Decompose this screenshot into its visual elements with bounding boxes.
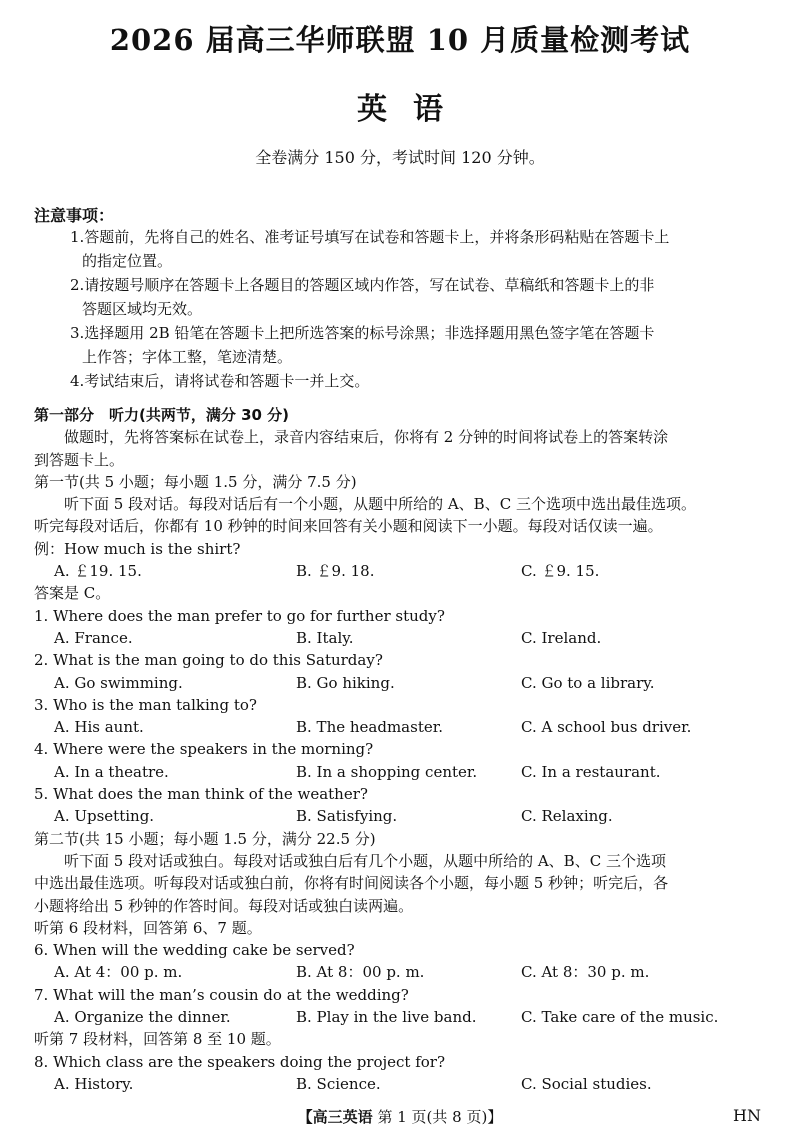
option-b: B. Science. (296, 1074, 381, 1093)
page-footer (0, 1106, 800, 1127)
part1-intro: 做题时，先将答案标在试卷上，录音内容结束后，你将有 2 分钟的时间将试卷上的答案转涂 (64, 428, 669, 447)
option-a: A. His aunt. (54, 718, 144, 737)
section1-heading: 第一节(共 5 小题；每小题 1.5 分，满分 7.5 分) (34, 472, 357, 491)
question-1: 1. Where does the man prefer to go for further study? (34, 606, 445, 625)
option-a: A. Go swimming. (54, 673, 183, 692)
question-2: 2. What is the man going to do this Saturday? (34, 651, 383, 670)
footer-label: 【高三英语 (297, 1108, 373, 1126)
notice-item (70, 369, 770, 393)
section2-instruction: 小题将给出 5 秒钟的作答时间。每段对话或独白读两遍。 (34, 896, 414, 915)
question-3: 3. Who is the man talking to? (34, 695, 257, 714)
notice-line: 1.答题前，先将自己的姓名、准考证号填写在试卷和答题卡上，并将条形码粘贴在答题卡上 (70, 228, 670, 246)
option-b: B. Play in the live band. (296, 1008, 477, 1027)
option-b: B. At 8：00 p. m. (296, 963, 425, 982)
option-b: B. In a shopping center. (296, 762, 478, 781)
option-b: B. Go hiking. (296, 673, 395, 692)
section1-instruction: 听下面 5 段对话。每段对话后有一个小题，从题中所给的 A、B、C 三个选项中选出最佳选项。 (64, 495, 696, 514)
score-info: 全卷满分 150 分，考试时间 120 分钟。 (255, 148, 545, 167)
option-c: C. ￡9. 15. (521, 562, 600, 581)
option-a: A. Organize the dinner. (54, 1008, 231, 1027)
material-7-label: 听第 7 段材料，回答第 8 至 10 题。 (34, 1030, 281, 1049)
question-1-options (34, 627, 774, 649)
notice-item (70, 321, 770, 369)
question-4-options (34, 761, 774, 783)
notice-line: 上作答；字体工整，笔迹清楚。 (82, 348, 293, 366)
question-7-options (34, 1006, 774, 1028)
question-5: 5. What does the man think of the weather? (34, 785, 368, 804)
question-6-options (34, 961, 774, 983)
option-c: C. Social studies. (521, 1074, 652, 1093)
notice-line: 4.考试结束后，请将试卷和答题卡一并上交。 (70, 372, 370, 390)
option-c: C. A school bus driver. (521, 718, 692, 737)
question-8: 8. Which class are the speakers doing the project for? (34, 1052, 446, 1071)
option-c: C. In a restaurant. (521, 762, 661, 781)
option-a: A. At 4：00 p. m. (54, 963, 183, 982)
question-3-options (34, 716, 774, 738)
option-b: B. The headmaster. (296, 718, 444, 737)
material-6-label: 听第 6 段材料，回答第 6、7 题。 (34, 918, 262, 937)
notice-item (70, 225, 770, 273)
option-a: A. In a theatre. (54, 762, 169, 781)
part1-heading: 第一部分 听力(共两节，满分 30 分) (34, 406, 290, 424)
notice-line: 3.选择题用 2B 铅笔在答题卡上把所选答案的标号涂黑；非选择题用黑色签字笔在答题卡 (70, 324, 655, 342)
option-b: B. Italy. (296, 628, 354, 647)
option-c: C. At 8：30 p. m. (521, 963, 650, 982)
notice-line: 答题区域均无效。 (82, 300, 203, 318)
option-c: C. Go to a library. (521, 673, 655, 692)
subject-title: 英语 (357, 92, 469, 127)
example-options (34, 560, 774, 582)
part1-intro: 到答题卡上。 (34, 450, 125, 469)
option-a: A. France. (54, 628, 133, 647)
section2-instruction: 中选出最佳选项。听每段对话或独白前，你将有时间阅读各个小题，每小题 5 秒钟；听完后，各 (34, 874, 669, 893)
notice-line: 2.请按题号顺序在答题卡上各题目的答题区域内作答，写在试卷、草稿纸和答题卡上的非 (70, 276, 655, 294)
option-a: A. Upsetting. (54, 807, 155, 826)
question-8-options (34, 1073, 774, 1095)
section2-heading: 第二节(共 15 小题；每小题 1.5 分，满分 22.5 分) (34, 829, 376, 848)
footer-code: HN (733, 1106, 761, 1125)
option-c: C. Ireland. (521, 628, 602, 647)
option-b: B. ￡9. 18. (296, 562, 375, 581)
question-6: 6. When will the wedding cake be served? (34, 941, 355, 960)
option-c: C. Relaxing. (521, 807, 613, 826)
exam-body (34, 404, 774, 1095)
option-a: A. ￡19. 15. (54, 562, 142, 581)
exam-title: 2026 届高三华师联盟 10 月质量检测考试 (109, 23, 691, 57)
option-a: A. History. (54, 1074, 134, 1093)
notice-list (70, 225, 770, 393)
footer-page-number: 第 1 页(共 8 页)】 (377, 1108, 503, 1126)
question-2-options (34, 672, 774, 694)
example-question: 例：How much is the shirt? (34, 539, 241, 558)
example-answer: 答案是 C。 (34, 584, 111, 603)
section1-instruction: 听完每段对话后，你都有 10 秒钟的时间来回答有关小题和阅读下一小题。每段对话仅读一遍。 (34, 517, 663, 536)
section2-instruction: 听下面 5 段对话或独白。每段对话或独白后有几个小题，从题中所给的 A、B、C 三个选项 (64, 851, 666, 870)
notice-heading: 注意事项： (34, 206, 115, 225)
notice-item (70, 273, 770, 321)
question-5-options (34, 805, 774, 827)
question-4: 4. Where were the speakers in the morning? (34, 740, 374, 759)
notice-line: 的指定位置。 (82, 252, 173, 270)
question-7: 7. What will the man’s cousin do at the wedding? (34, 985, 409, 1004)
option-b: B. Satisfying. (296, 807, 398, 826)
option-c: C. Take care of the music. (521, 1008, 719, 1027)
